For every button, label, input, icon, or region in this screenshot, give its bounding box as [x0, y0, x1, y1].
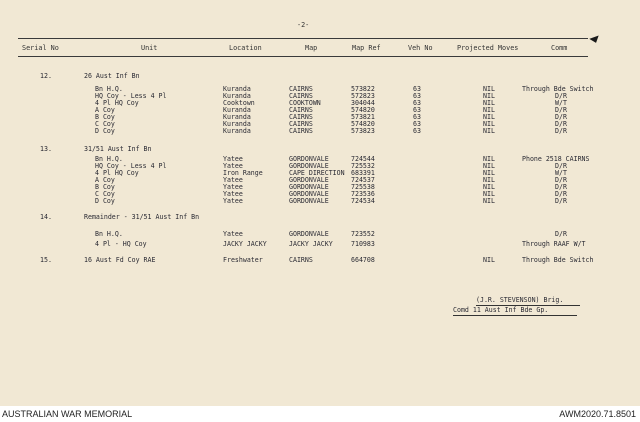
cell-veh: 63: [413, 105, 421, 114]
cell-map: CAIRNS: [289, 91, 313, 100]
cell-map: CAPE DIRECTION: [289, 168, 345, 177]
cell-unit: 4 Pl - HQ Coy: [95, 240, 147, 248]
cell-veh: 63: [413, 91, 421, 100]
cell-moves: NIL: [483, 91, 495, 100]
cell-location: Yatee: [223, 175, 243, 184]
cell-comm: D/R: [555, 119, 567, 128]
cell-location: Kuranda: [223, 91, 251, 100]
cell-location: Yatee: [223, 161, 243, 170]
cell-map: GORDONVALE: [289, 189, 329, 198]
cell-comm: Through RAAF W/T: [522, 240, 586, 248]
col-header-map: Map: [305, 44, 318, 52]
cell-comm: D/R: [555, 112, 567, 121]
cell-map: GORDONVALE: [289, 175, 329, 184]
col-header-moves: Projected Moves: [457, 44, 519, 52]
cell-location: Kuranda: [223, 112, 251, 121]
cell-map: COOKTOWN: [289, 98, 321, 107]
cell-moves: NIL: [483, 256, 495, 264]
cell-veh: 63: [413, 85, 421, 93]
cell-comm: D/R: [555, 91, 567, 100]
cell-comm: D/R: [555, 175, 567, 184]
cell-moves: NIL: [483, 161, 495, 170]
cell-comm: Through Bde Switch: [522, 256, 594, 264]
cell-comm: W/T: [555, 168, 567, 177]
cell-moves: NIL: [483, 182, 495, 191]
cell-ref: 725538: [351, 182, 375, 191]
cell-unit: HQ Coy - Less 4 Pl: [95, 91, 167, 100]
cell-ref: 723552: [351, 230, 375, 238]
cell-ref: 572823: [351, 91, 375, 100]
cell-map: CAIRNS: [289, 119, 313, 128]
cell-unit: D Coy: [95, 196, 115, 205]
col-header-veh: Veh No: [408, 44, 433, 52]
cell-ref: 710983: [351, 240, 375, 248]
cell-moves: NIL: [483, 175, 495, 184]
cell-unit: D Coy: [95, 126, 115, 135]
cell-unit: 4 Pl HQ Coy: [95, 168, 139, 177]
header-rule-top: [18, 38, 588, 39]
cell-veh: 63: [413, 112, 421, 121]
cell-comm: Through Bde Switch: [522, 85, 594, 93]
cell-unit: B Coy: [95, 182, 115, 191]
col-header-comm: Comm: [551, 44, 568, 52]
serial-number: 12.: [40, 72, 52, 80]
cell-map: CAIRNS: [289, 256, 313, 264]
cell-comm: D/R: [555, 196, 567, 205]
cell-ref: 724544: [351, 155, 375, 163]
cell-unit: Bn H.Q.: [95, 155, 123, 163]
section-unit-title: 31/51 Aust Inf Bn: [84, 145, 152, 153]
cell-comm: D/R: [555, 126, 567, 135]
cell-ref: 304044: [351, 98, 375, 107]
section-unit-title: 16 Aust Fd Coy RAE: [84, 256, 156, 264]
cell-moves: NIL: [483, 119, 495, 128]
ink-mark: [589, 35, 600, 44]
cell-comm: D/R: [555, 161, 567, 170]
cell-moves: NIL: [483, 196, 495, 205]
cell-map: CAIRNS: [289, 112, 313, 121]
cell-location: Yatee: [223, 182, 243, 191]
cell-map: GORDONVALE: [289, 182, 329, 191]
cell-unit: A Coy: [95, 175, 115, 184]
signature-title: Comd 11 Aust Inf Bde Gp.: [453, 306, 549, 314]
cell-location: Kuranda: [223, 85, 251, 93]
cell-moves: NIL: [483, 168, 495, 177]
cell-location: Cooktown: [223, 98, 255, 107]
cell-ref: 725532: [351, 161, 375, 170]
cell-comm: D/R: [555, 105, 567, 114]
cell-unit: C Coy: [95, 189, 115, 198]
footer-institution: AUSTRALIAN WAR MEMORIAL: [2, 409, 133, 419]
col-header-location: Location: [229, 44, 262, 52]
cell-veh: 63: [413, 98, 421, 107]
cell-location: Yatee: [223, 189, 243, 198]
cell-moves: NIL: [483, 105, 495, 114]
cell-map: JACKY JACKY: [289, 240, 333, 248]
cell-moves: NIL: [483, 126, 495, 135]
serial-number: 14.: [40, 213, 52, 221]
section-unit-title: Remainder - 31/51 Aust Inf Bn: [84, 213, 200, 221]
header-rule-bottom: [18, 56, 588, 57]
page-number: -2-: [297, 21, 310, 29]
serial-number: 13.: [40, 145, 52, 153]
cell-unit: C Coy: [95, 119, 115, 128]
cell-ref: 723536: [351, 189, 375, 198]
cell-ref: 724537: [351, 175, 375, 184]
col-header-mapref: Map Ref: [352, 44, 381, 52]
cell-ref: 574820: [351, 119, 375, 128]
cell-comm: D/R: [555, 230, 567, 238]
cell-location: Yatee: [223, 196, 243, 205]
cell-map: CAIRNS: [289, 126, 313, 135]
cell-veh: 63: [413, 126, 421, 135]
signature-name: (J.R. STEVENSON) Brig.: [476, 296, 564, 304]
cell-map: CAIRNS: [289, 85, 313, 93]
serial-number: 15.: [40, 256, 52, 264]
cell-comm: W/T: [555, 98, 567, 107]
cell-unit: A Coy: [95, 105, 115, 114]
cell-location: Yatee: [223, 230, 243, 238]
cell-ref: 573822: [351, 85, 375, 93]
col-header-unit: Unit: [141, 44, 158, 52]
cell-location: Yatee: [223, 155, 243, 163]
cell-ref: 573821: [351, 112, 375, 121]
cell-map: GORDONVALE: [289, 161, 329, 170]
cell-map: GORDONVALE: [289, 230, 329, 238]
cell-unit: Bn H.Q.: [95, 230, 123, 238]
cell-ref: 573823: [351, 126, 375, 135]
cell-moves: NIL: [483, 112, 495, 121]
cell-comm: Phone 2518 CAIRNS: [522, 155, 590, 163]
cell-ref: 683391: [351, 168, 375, 177]
col-header-serial: Serial No: [22, 44, 59, 52]
cell-unit: Bn H.Q.: [95, 85, 123, 93]
cell-veh: 63: [413, 119, 421, 128]
signature-title-underline: [453, 315, 577, 316]
cell-ref: 724534: [351, 196, 375, 205]
cell-map: CAIRNS: [289, 105, 313, 114]
cell-location: Kuranda: [223, 105, 251, 114]
cell-moves: NIL: [483, 98, 495, 107]
cell-comm: D/R: [555, 189, 567, 198]
cell-moves: NIL: [483, 155, 495, 163]
cell-location: JACKY JACKY: [223, 240, 267, 248]
cell-moves: NIL: [483, 85, 495, 93]
cell-location: Kuranda: [223, 126, 251, 135]
cell-location: Iron Range: [223, 168, 263, 177]
cell-map: GORDONVALE: [289, 155, 329, 163]
cell-ref: 574820: [351, 105, 375, 114]
cell-unit: HQ Coy - Less 4 Pl: [95, 161, 167, 170]
section-unit-title: 26 Aust Inf Bn: [84, 72, 140, 80]
cell-moves: NIL: [483, 189, 495, 198]
footer-accession: AWM2020.71.8501: [559, 409, 636, 419]
cell-location: Freshwater: [223, 256, 263, 264]
cell-ref: 664708: [351, 256, 375, 264]
cell-location: Kuranda: [223, 119, 251, 128]
cell-comm: D/R: [555, 182, 567, 191]
cell-map: GORDONVALE: [289, 196, 329, 205]
cell-unit: 4 Pl HQ Coy: [95, 98, 139, 107]
cell-unit: B Coy: [95, 112, 115, 121]
